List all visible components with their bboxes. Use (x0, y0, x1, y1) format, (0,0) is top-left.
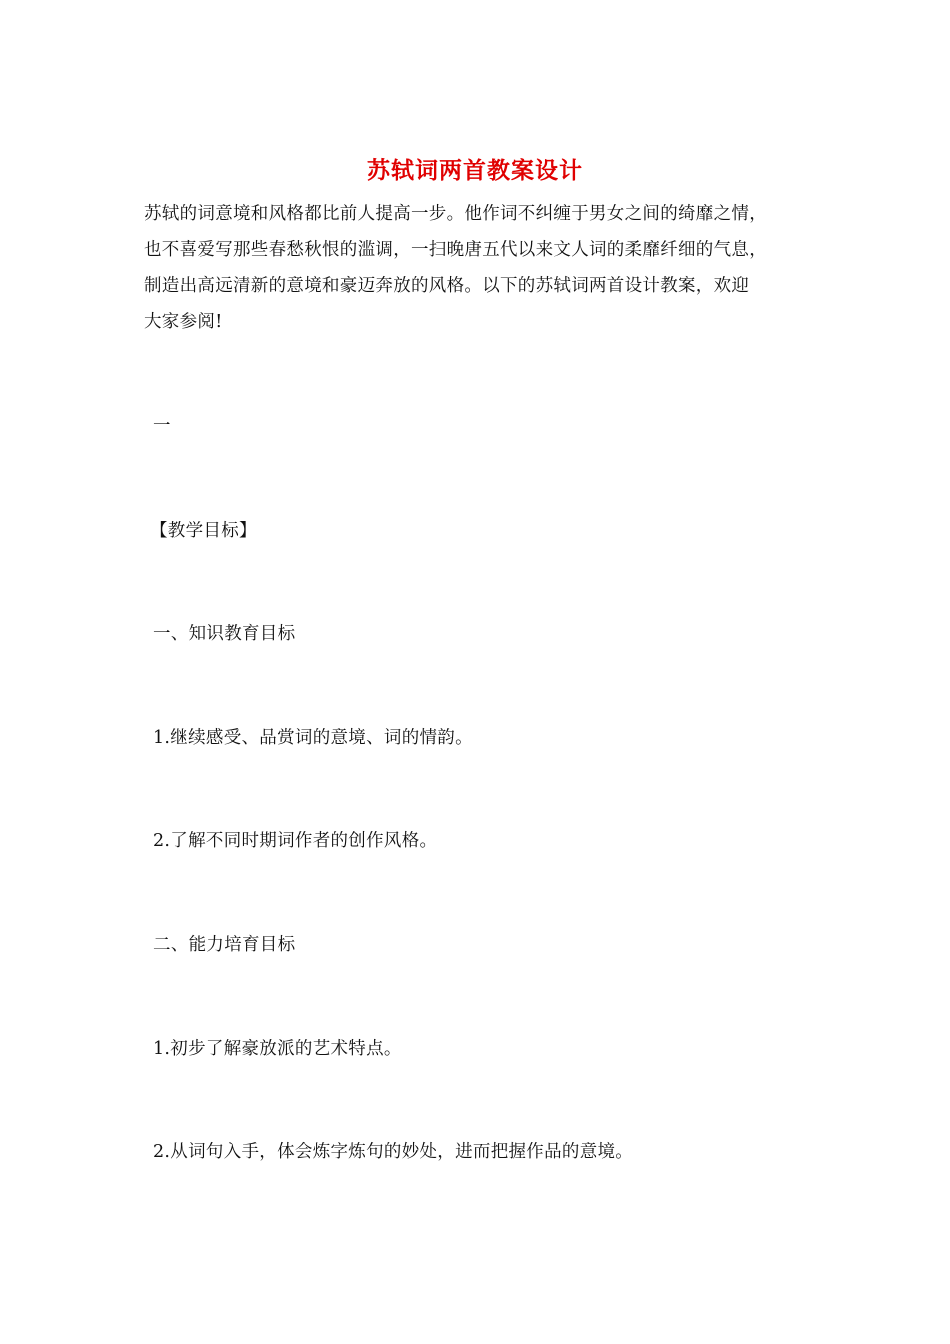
list-item: 1.继续感受、品赏词的意境、词的情韵。 (153, 728, 473, 748)
intro-line: 苏轼的词意境和风格都比前人提高一步。他作词不纠缠于男女之间的绮靡之情， (144, 204, 767, 224)
intro-line: 也不喜爱写那些春愁秋恨的滥调，一扫晚唐五代以来文人词的柔靡纤细的气息， (144, 240, 767, 260)
list-item: 2.了解不同时期词作者的创作风格。 (153, 831, 438, 851)
intro-paragraph (144, 196, 816, 340)
list-item: 1.初步了解豪放派的艺术特点。 (153, 1039, 402, 1059)
list-item: 2.从词句入手，体会炼字炼句的妙处，进而把握作品的意境。 (153, 1142, 634, 1162)
subheading-knowledge: 一、知识教育目标 (153, 624, 296, 644)
subheading-ability: 二、能力培育目标 (153, 935, 296, 955)
section-heading: 【教学目标】 (150, 521, 257, 541)
document-title: 苏轼词两首教案设计 (367, 157, 583, 184)
section-number: 一 (153, 416, 171, 436)
intro-line: 制造出高远清新的意境和豪迈奔放的风格。以下的苏轼词两首设计教案，欢迎 (144, 276, 750, 296)
intro-line: 大家参阅! (144, 312, 223, 332)
